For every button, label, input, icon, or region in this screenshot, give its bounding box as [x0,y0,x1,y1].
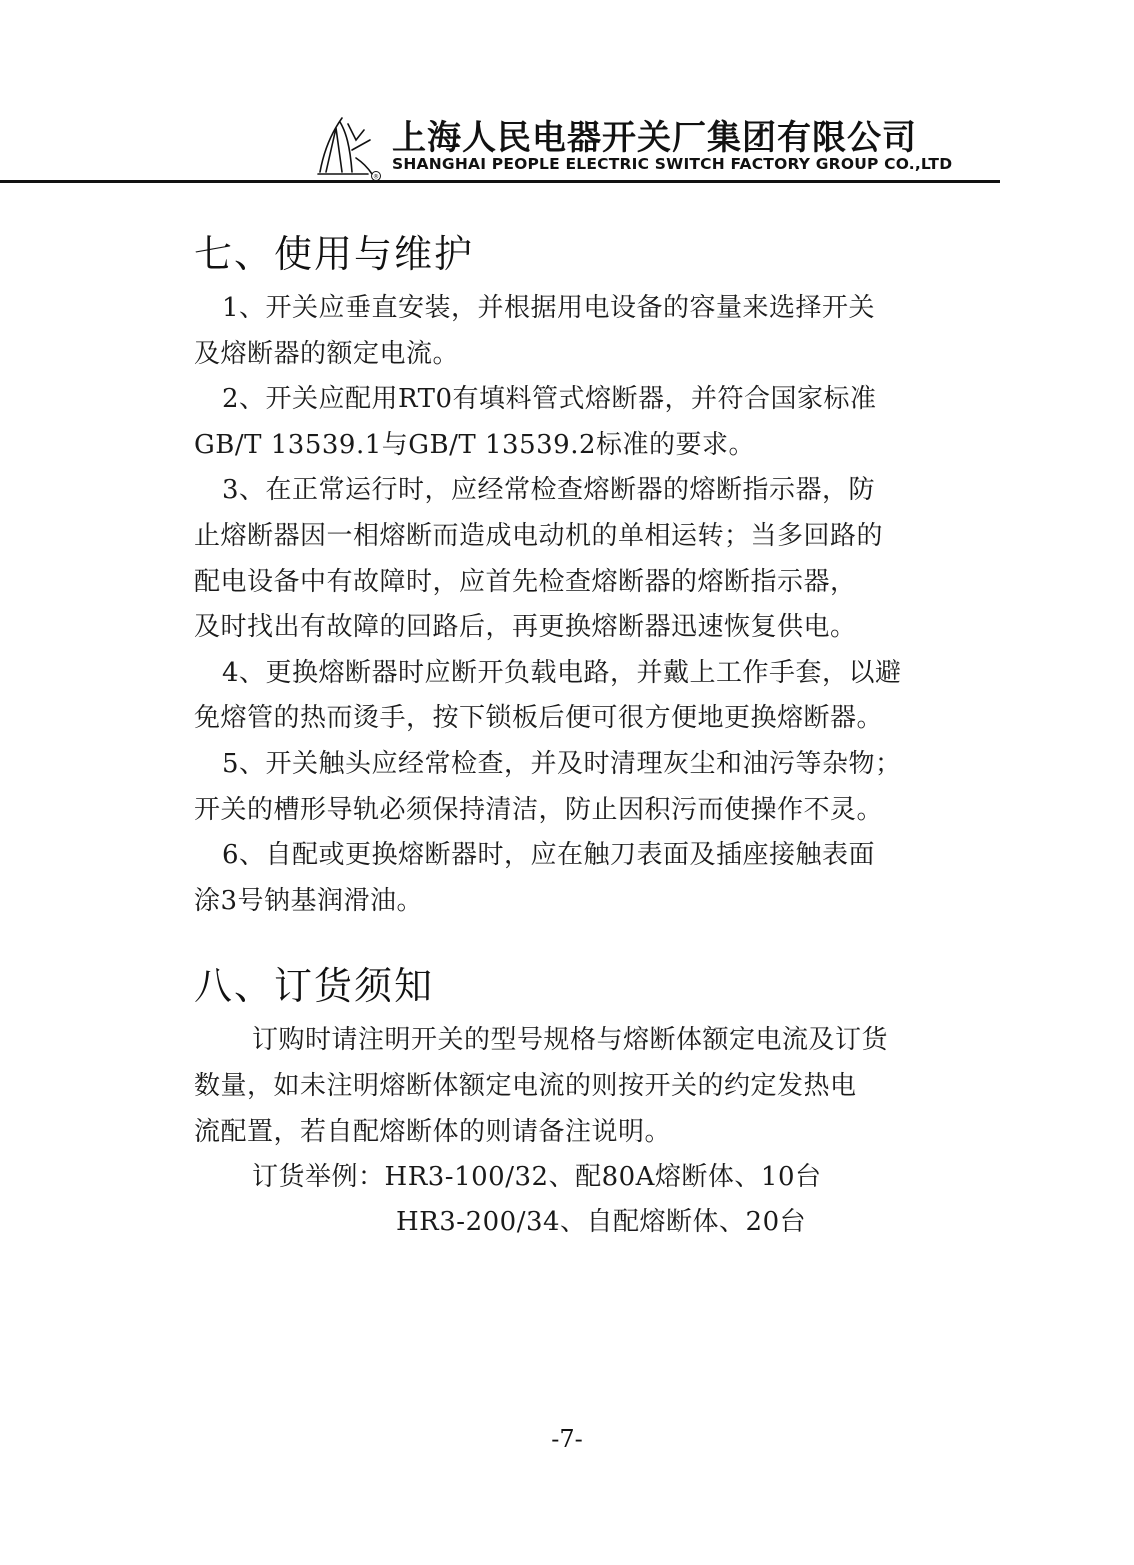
text-line: 3、在正常运行时，应经常检查熔断器的熔断指示器，防 [222,475,876,506]
order-example-1-text: HR3-100/32、配80A熔断体、10台 [384,1162,822,1193]
text-line: 开关的槽形导轨必须保持清洁，防止因积污而使操作不灵。 [194,794,884,825]
company-name-cn: 上海人民电器开关厂集团有限公司 [392,118,917,158]
text-line: 流配置，若自配熔断体的则请备注说明。 [194,1116,672,1147]
usage-item-2 [194,377,954,468]
usage-item-5 [194,742,954,833]
page-number: -7- [551,1425,583,1453]
text-line: 及时找出有故障的回路后，再更换熔断器迅速恢复供电。 [194,612,857,643]
order-example-1 [194,1155,954,1200]
company-name-en: SHANGHAI PEOPLE ELECTRIC SWITCH FACTORY GROUP CO.,LTD [392,155,953,173]
section-title-ordering: 八、订货须知 [194,964,435,1009]
order-example-label: 订货举例： [252,1162,385,1193]
text-line: 止熔断器因一相熔断而造成电动机的单相运转；当多回路的 [194,520,884,551]
svg-text:®: ® [373,173,379,180]
text-line: 2、开关应配用RT0有填料管式熔断器，并符合国家标准 [222,384,877,415]
usage-item-3 [194,468,954,650]
usage-item-1 [194,286,954,377]
text-line: 涂3号钠基润滑油。 [194,885,424,916]
header-divider [0,180,1000,183]
ordering-paragraph [194,1018,954,1155]
usage-item-4 [194,651,954,742]
text-line: 配电设备中有故障时，应首先检查熔断器的熔断指示器， [194,566,857,597]
text-line: 订购时请注明开关的型号规格与熔断体额定电流及订货 [252,1025,889,1056]
order-example-2-text: HR3-200/34、自配熔断体、20台 [396,1207,807,1238]
order-example-2 [194,1200,954,1245]
text-line: 及熔断器的额定电流。 [194,338,460,369]
section-title-usage-maintenance: 七、使用与维护 [194,232,475,276]
usage-item-6 [194,833,954,924]
text-line: 4、更换熔断器时应断开负载电路，并戴上工作手套，以避 [222,657,902,688]
text-line: 数量，如未注明熔断体额定电流的则按开关的约定发热电 [194,1070,857,1101]
page-content [194,228,954,1245]
company-logo-icon [312,110,384,180]
text-line: 1、开关应垂直安装，并根据用电设备的容量来选择开关 [222,293,876,323]
text-line: GB/T 13539.1与GB/T 13539.2标准的要求。 [194,429,756,460]
text-line: 免熔管的热而烫手，按下锁板后便可很方便地更换熔断器。 [194,703,884,734]
text-line: 5、开关触头应经常检查，并及时清理灰尘和油污等杂物； [222,748,902,779]
page-header [0,100,1134,190]
text-line: 6、自配或更换熔断器时，应在触刀表面及插座接触表面 [222,840,876,871]
